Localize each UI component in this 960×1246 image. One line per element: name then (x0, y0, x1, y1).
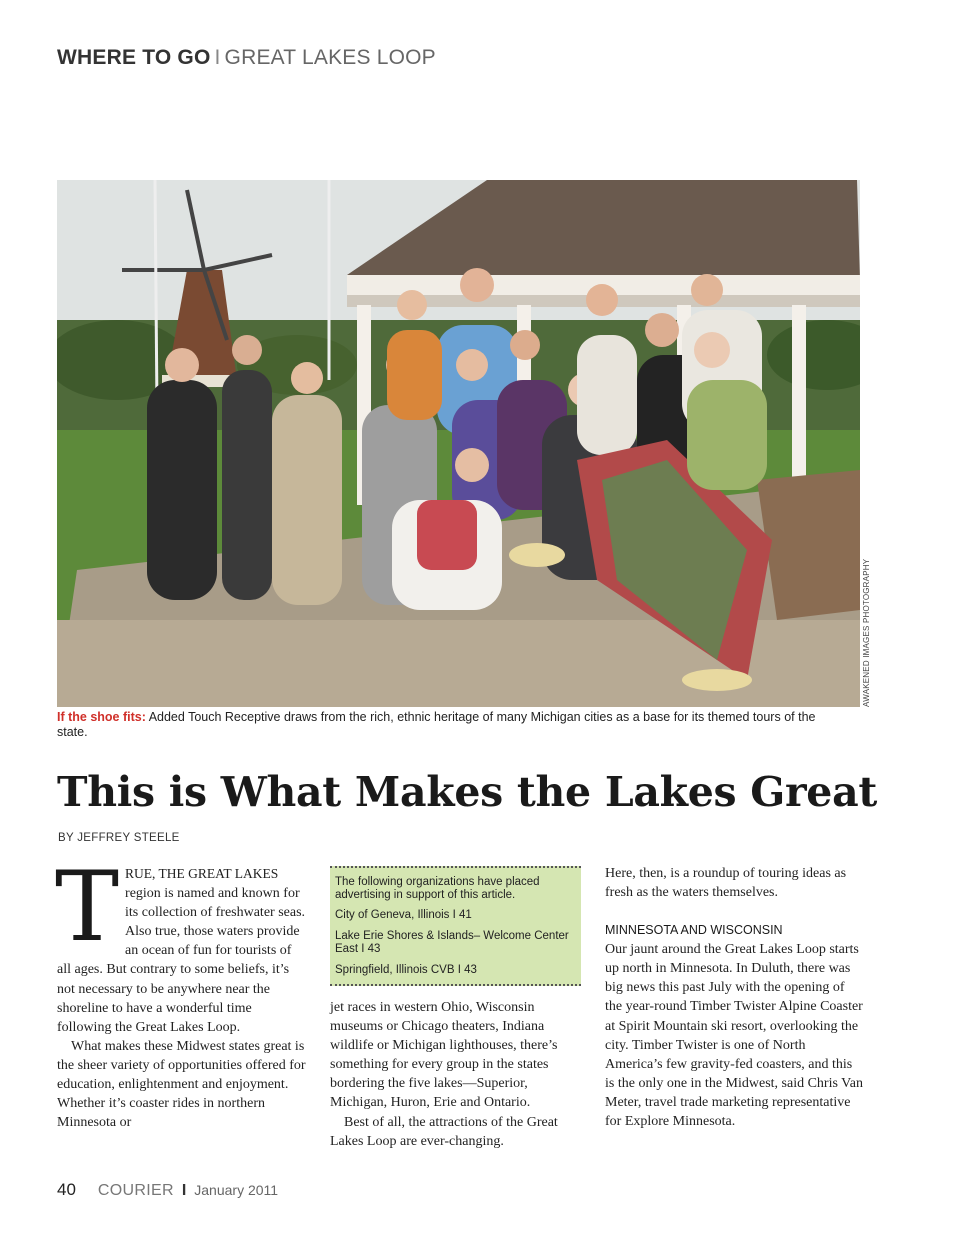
paragraph-1-text: region is named and known for its collection of freshwater seas. Also true, those waters provide an ocean of fun for tourists of all ages. But contrary to some beliefs, it’s not necessary to be anywhere near the shoreline to have a wonderful time following the Great Lakes Loop. (57, 886, 306, 1035)
paragraph-6: Our jaunt around the Great Lakes Loop starts up north in Minnesota. In Duluth, there was big news this past July with the opening of the year-round Timber Twister Alpine Coaster at Spirit Mountain ski resort, overlooking the city. Timber Twister is one of North America’s few gravity-fed coasters, and this is the only one in the Midwest, said Chris Van Meter, travel trade marketing representative for Explore Minnesota. (605, 942, 863, 1130)
section-topic: GREAT LAKES LOOP (224, 46, 436, 69)
group-photo (57, 180, 860, 707)
section-separator: I (214, 46, 221, 69)
photo-caption (57, 710, 847, 740)
magazine-name: COURIER (97, 1182, 174, 1199)
section-name: WHERE TO GO (57, 46, 211, 69)
paragraph-2: What makes these Midwest states great is the sheer variety of opportunities offered for education, enlightenment and enjoyment. Whether it’s coaster rides in northern Minnesota or (57, 1038, 306, 1131)
paragraph-4: Best of all, the attractions of the Great Lakes Loop are ever-changing. (330, 1114, 558, 1149)
photo-credit-text: AWAKENED IMAGES PHOTOGRAPHY (862, 558, 871, 707)
issue-date: January 2011 (194, 1182, 279, 1198)
page-number: 40 (57, 1180, 76, 1199)
drop-cap: T (55, 851, 120, 963)
sidebar-org: Springfield, Illinois CVB I 43 (335, 964, 477, 976)
footer-separator: I (181, 1182, 187, 1199)
paragraph-3: jet races in western Ohio, Wisconsin museums or Chicago theaters, Indiana wildlife or Michigan lighthouses, there’s something for every group in the states bordering the five lakes—Superior, Michigan, Huron, Erie and Ontario. (330, 1000, 558, 1111)
article-column-1 (55, 851, 307, 1132)
page-footer (57, 1180, 278, 1200)
advertiser-sidebar (330, 866, 581, 986)
section-header (57, 46, 436, 70)
paragraph-5: Here, then, is a roundup of touring ideas as fresh as the waters themselves. (605, 866, 847, 901)
article-byline: BY JEFFREY STEELE (58, 832, 180, 844)
article-headline: This is What Makes the Lakes Great (57, 768, 877, 816)
section-subhead: MINNESOTA AND WISCONSIN (605, 923, 783, 938)
article-column-2 (330, 998, 582, 1151)
sidebar-org: Lake Erie Shores & Islands– Welcome Center East I 43 (335, 930, 569, 955)
caption-text: Added Touch Receptive draws from the rich, ethnic heritage of many Michigan cities as a base for its themed tours of the state. (57, 710, 816, 739)
article-column-3 (605, 864, 863, 1131)
lead-in: RUE, THE GREAT LAKES (125, 866, 279, 881)
caption-lead: If the shoe fits: (57, 710, 146, 724)
sidebar-org: City of Geneva, Illinois I 41 (335, 909, 472, 921)
sidebar-intro: The following organizations have placed advertising in support of this article. (335, 876, 540, 901)
